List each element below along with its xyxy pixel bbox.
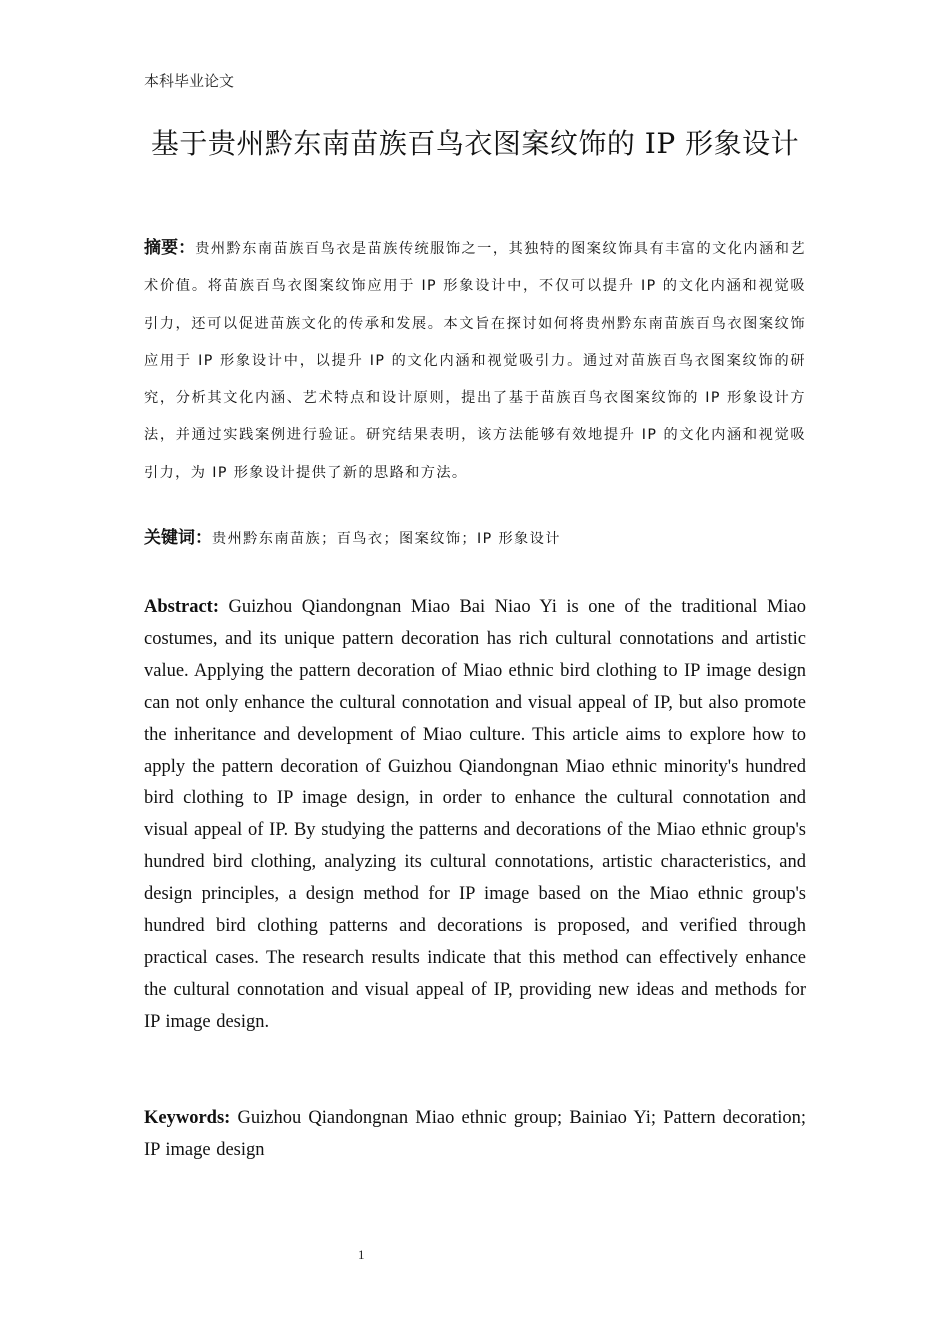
chinese-abstract-text: 贵州黔东南苗族百鸟衣是苗族传统服饰之一，其独特的图案纹饰具有丰富的文化内涵和艺术价值。将苗族百鸟衣图案纹饰应用于 IP 形象设计中，不仅可以提升 IP 的文化内涵和视觉吸引力，还可以促进苗族文化的传承和发展。本文旨在探讨如何将贵州黔东南苗族百鸟衣图案纹饰应用于 IP 形象设计中，以提升 IP 的文化内涵和视觉吸引力。通过对苗族百鸟衣图案纹饰的研究，分析其文化内涵、艺术特点和设计原则，提出了基于苗族百鸟衣图案纹饰的 IP 形象设计方法，并通过实践案例进行验证。研究结果表明，该方法能够有效地提升 IP 的文化内涵和视觉吸引力，为 IP 形象设计提供了新的思路和方法。 xyxy=(144,241,807,481)
thesis-title: 基于贵州黔东南苗族百鸟衣图案纹饰的 IP 形象设计 xyxy=(150,127,800,160)
page-number: 1 xyxy=(358,1247,365,1262)
english-abstract-text: Guizhou Qiandongnan Miao Bai Niao Yi is one of the traditional Miao costumes, and its unique pattern decoration has rich cultural connotations and artistic value. Applying the pattern decoration of Miao ethnic bird clothing to IP image design can not only enhance the cultural connotation and visual appeal of IP, but also promote the inheritance and development of Miao culture. This article aims to explore how to apply the pattern decoration of Guizhou Qiandongnan Miao ethnic minority's hundred bird clothing to IP image design, in order to enhance the cultural connotation and visual appeal of IP. By studying the patterns and decorations of the Miao ethnic group's hundred bird clothing, analyzing its cultural connotations, artistic characteristics, and design principles, a design method for IP image based on the Miao ethnic group's hundred bird clothing patterns and decorations is proposed, and verified through practical cases. The research results indicate that this method can effectively enhance the cultural connotation and visual appeal of IP, providing new ideas and methods for IP image design. xyxy=(144,597,806,1032)
english-abstract xyxy=(144,592,806,1039)
chinese-keywords-text: 贵州黔东南苗族；百鸟衣；图案纹饰；IP 形象设计 xyxy=(212,531,561,547)
document-header-label: 本科毕业论文 xyxy=(144,72,235,90)
english-keywords xyxy=(144,1103,806,1167)
english-abstract-label: Abstract: xyxy=(144,597,220,617)
chinese-abstract-label: 摘要： xyxy=(144,238,196,258)
english-keywords-text: Guizhou Qiandongnan Miao ethnic group; Bainiao Yi; Pattern decoration; IP image design xyxy=(144,1108,807,1160)
chinese-keywords-label: 关键词： xyxy=(144,528,212,548)
english-keywords-label: Keywords: xyxy=(144,1108,231,1128)
chinese-abstract xyxy=(144,230,806,492)
chinese-keywords xyxy=(144,520,806,557)
